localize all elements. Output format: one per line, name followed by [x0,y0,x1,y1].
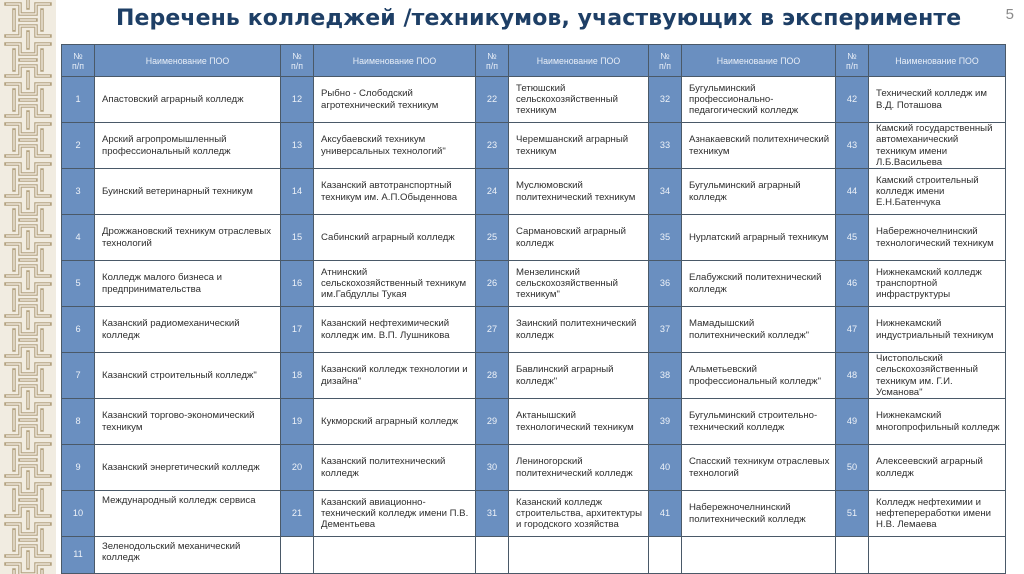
cell-number: 1 [62,77,95,123]
cell-college-name: Бугульминский профессионально-педагогический колледж [682,77,836,123]
cell-college-name: Лениногорский политехнический колледж [509,445,649,491]
header-name: Наименование ПОО [682,45,836,77]
cell-number: 21 [281,491,314,537]
table-row [62,215,1006,261]
cell-number: 37 [649,307,682,353]
cell-college-name: Казанский политехнический колледж [314,445,476,491]
cell-number: 50 [836,445,869,491]
cell-number: 5 [62,261,95,307]
header-num: № п/п [62,45,95,77]
cell-number: 38 [649,353,682,399]
table-header [62,45,1006,77]
cell-college-name: Нижнекамский колледж транспортной инфраструктуры [869,261,1006,307]
cell-college-name: Аксубаевский техникум универсальных технологий" [314,123,476,169]
header-name: Наименование ПОО [869,45,1006,77]
cell-college-name [869,537,1006,574]
ornament-pattern [0,0,56,574]
cell-number: 49 [836,399,869,445]
cell-college-name: Казанский колледж строительства, архитектуры и городского хозяйства [509,491,649,537]
cell-college-name: Чистопольский сельскохозяйственный техникум им. Г.И. Усманова" [869,353,1006,399]
header-name: Наименование ПОО [95,45,281,77]
header-name: Наименование ПОО [314,45,476,77]
cell-college-name: Нижнекамский многопрофильный колледж [869,399,1006,445]
cell-college-name: Апастовский аграрный колледж [95,77,281,123]
cell-number: 48 [836,353,869,399]
cell-number: 20 [281,445,314,491]
cell-number [281,537,314,574]
cell-number: 47 [836,307,869,353]
cell-number: 27 [476,307,509,353]
cell-college-name: Нурлатский аграрный техникум [682,215,836,261]
cell-number: 41 [649,491,682,537]
cell-number: 36 [649,261,682,307]
cell-college-name: Арский агропромышленный профессиональный колледж [95,123,281,169]
table-row [62,537,1006,574]
cell-number [476,537,509,574]
cell-college-name: Бугульминский строительно-технический колледж [682,399,836,445]
table-body [62,77,1006,574]
cell-number [836,537,869,574]
cell-number: 6 [62,307,95,353]
cell-number: 10 [62,491,95,537]
page-title: Перечень колледжей /техникумов, участвующих в эксперименте [116,6,962,31]
cell-college-name: Сабинский аграрный колледж [314,215,476,261]
table-row [62,169,1006,215]
table-row [62,399,1006,445]
cell-number: 31 [476,491,509,537]
cell-college-name: Бугульминский аграрный колледж [682,169,836,215]
cell-college-name: Казанский торгово-экономический техникум [95,399,281,445]
cell-number: 46 [836,261,869,307]
cell-college-name: Колледж малого бизнеса и предпринимательства [95,261,281,307]
cell-college-name: Тетюшский сельскохозяйственный техникум [509,77,649,123]
cell-number: 24 [476,169,509,215]
table-row [62,445,1006,491]
cell-college-name: Заинский политехнический колледж [509,307,649,353]
header-num: № п/п [649,45,682,77]
cell-college-name: Дрожжановский техникум отраслевых технологий [95,215,281,261]
cell-college-name: Нижнекамский индустриальный техникум [869,307,1006,353]
table-row [62,123,1006,169]
cell-number: 11 [62,537,95,574]
cell-number: 44 [836,169,869,215]
cell-college-name: Альметьевский профессиональный колледж" [682,353,836,399]
cell-number [649,537,682,574]
cell-college-name: Буинский ветеринарный техникум [95,169,281,215]
cell-college-name: Казанский энергетический колледж [95,445,281,491]
table-row [62,307,1006,353]
cell-number: 23 [476,123,509,169]
cell-number: 42 [836,77,869,123]
cell-number: 3 [62,169,95,215]
cell-college-name: Международный колледж сервиса [95,491,281,537]
cell-number: 25 [476,215,509,261]
header-num: № п/п [281,45,314,77]
table-row [62,77,1006,123]
cell-college-name: Рыбно - Слободский агротехнический техникум [314,77,476,123]
cell-college-name [314,537,476,574]
cell-number: 35 [649,215,682,261]
cell-number: 7 [62,353,95,399]
cell-number: 22 [476,77,509,123]
cell-college-name: Сармановский аграрный колледж [509,215,649,261]
table-row [62,491,1006,537]
cell-number: 40 [649,445,682,491]
cell-college-name: Казанский колледж технологии и дизайна" [314,353,476,399]
cell-college-name: Набережночелнинский технологический техникум [869,215,1006,261]
colleges-table [61,44,1006,574]
cell-number: 39 [649,399,682,445]
table-row [62,353,1006,399]
table-row [62,261,1006,307]
cell-college-name: Бавлинский аграрный колледж" [509,353,649,399]
cell-college-name: Елабужский политехнический колледж [682,261,836,307]
cell-college-name: Казанский радиомеханический колледж [95,307,281,353]
cell-college-name: Камский государственный автомеханический техникум имени Л.Б.Васильева [869,123,1006,169]
cell-number: 2 [62,123,95,169]
header-name: Наименование ПОО [509,45,649,77]
cell-number: 14 [281,169,314,215]
cell-college-name: Казанский авиационно-технический колледж имени П.В. Дементьева [314,491,476,537]
cell-college-name: Азнакаевский политехнический техникум [682,123,836,169]
cell-college-name: Черемшанский аграрный техникум [509,123,649,169]
cell-number: 34 [649,169,682,215]
header-num: № п/п [836,45,869,77]
header-num: № п/п [476,45,509,77]
cell-college-name: Казанский строительный колледж" [95,353,281,399]
decorative-border [0,0,56,574]
cell-number: 30 [476,445,509,491]
cell-college-name: Спасский техникум отраслевых технологий [682,445,836,491]
cell-college-name: Кукморский аграрный колледж [314,399,476,445]
cell-number: 13 [281,123,314,169]
cell-number: 29 [476,399,509,445]
cell-number: 32 [649,77,682,123]
cell-college-name: Камский строительный колледж имени Е.Н.Батенчука [869,169,1006,215]
cell-college-name: Колледж нефтехимии и нефтепереработки имени Н.В. Лемаева [869,491,1006,537]
cell-college-name: Атнинский сельскохозяйственный техникум им.Габдуллы Тукая [314,261,476,307]
cell-number: 8 [62,399,95,445]
cell-number: 9 [62,445,95,491]
cell-number: 17 [281,307,314,353]
slide-number: 5 [1005,6,1014,23]
cell-college-name: Мензелинский сельскохозяйственный техникум" [509,261,649,307]
cell-college-name: Алексеевский аграрный колледж [869,445,1006,491]
cell-number: 45 [836,215,869,261]
cell-number: 33 [649,123,682,169]
cell-college-name: Муслюмовский политехнический техникум [509,169,649,215]
cell-number: 28 [476,353,509,399]
cell-college-name: Технический колледж им В.Д. Поташова [869,77,1006,123]
cell-number: 51 [836,491,869,537]
cell-number: 19 [281,399,314,445]
cell-number: 12 [281,77,314,123]
cell-college-name: Актанышский технологический техникум [509,399,649,445]
cell-college-name: Казанский автотранспортный техникум им. А.П.Обыденнова [314,169,476,215]
cell-college-name: Казанский нефтехимический колледж им. В.П. Лушникова [314,307,476,353]
cell-college-name: Мамадышский политехнический колледж" [682,307,836,353]
cell-college-name [509,537,649,574]
cell-number: 15 [281,215,314,261]
cell-number: 18 [281,353,314,399]
cell-number: 43 [836,123,869,169]
cell-number: 4 [62,215,95,261]
cell-college-name: Зеленодольский механический колледж [95,537,281,574]
cell-college-name [682,537,836,574]
cell-number: 26 [476,261,509,307]
cell-college-name: Набережночелнинский политехнический колледж [682,491,836,537]
cell-number: 16 [281,261,314,307]
